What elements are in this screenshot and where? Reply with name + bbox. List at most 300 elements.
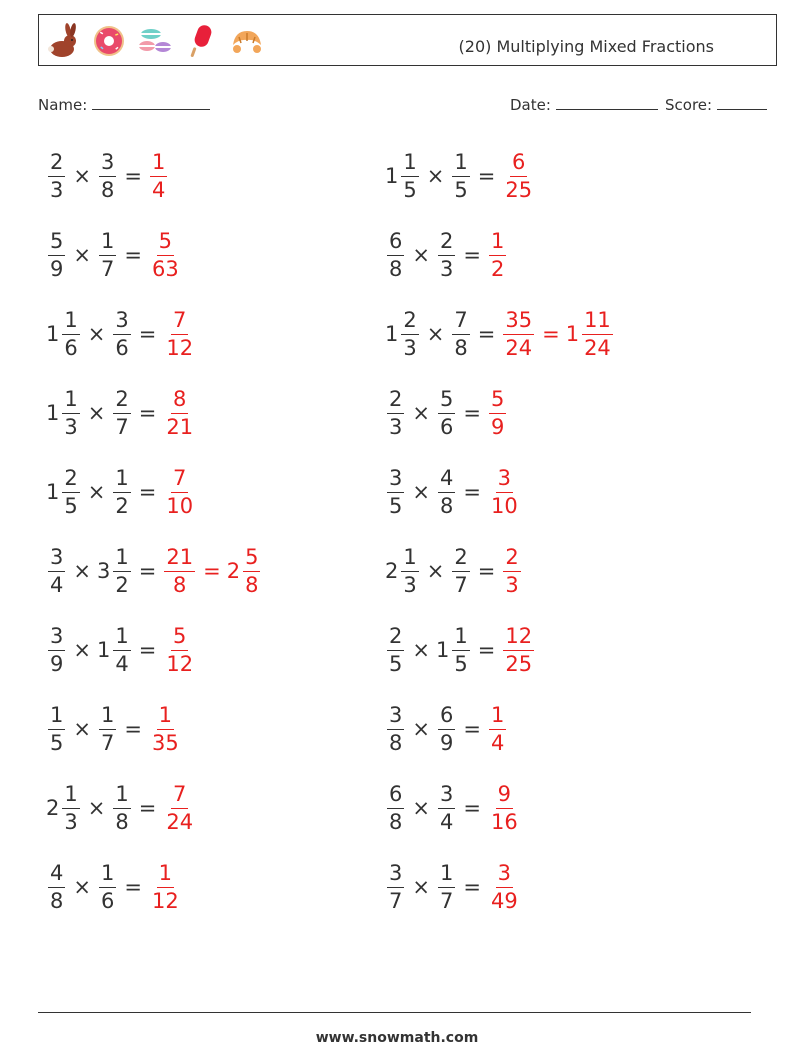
numerator: 1 [157,705,174,730]
problem-item [385,462,522,522]
numerator: 4 [48,863,65,888]
denominator: 5 [403,177,417,202]
numerator: 1 [489,231,506,256]
denominator: 4 [115,651,129,676]
answer [487,228,508,281]
factor-b [96,544,133,597]
denominator: 10 [490,493,518,518]
fraction [401,544,418,597]
answer-fraction [148,149,169,202]
factor-a [385,149,421,202]
whole-number: 1 [46,322,60,346]
fraction [113,544,130,597]
whole-number: 1 [385,322,399,346]
problem-item [385,383,508,443]
numerator: 7 [452,310,469,335]
equals-sign: = [124,875,142,899]
equals-sign: = [542,322,560,346]
numerator: 5 [243,547,260,572]
times-sign: × [73,559,91,583]
problem-item [46,541,262,601]
fraction [387,702,404,755]
fraction [99,149,116,202]
factor-a [46,702,67,755]
denominator: 10 [166,493,194,518]
denominator: 7 [115,414,129,439]
answer [148,702,183,755]
rabbit-icon [45,23,81,59]
fraction [582,307,613,360]
answer-fraction [162,623,197,676]
score-blank[interactable] [717,94,767,110]
numerator: 2 [401,310,418,335]
fraction [48,860,65,913]
answer [487,386,508,439]
fraction [503,623,534,676]
whole-number: 1 [46,401,60,425]
denominator: 8 [389,809,403,834]
numerator: 6 [438,705,455,730]
denominator: 9 [50,256,64,281]
fraction [452,307,469,360]
popsicle-icon [183,23,219,59]
numerator: 6 [387,784,404,809]
answer [487,702,508,755]
factor-b [111,781,132,834]
numerator: 1 [452,152,469,177]
fraction [113,781,130,834]
numerator: 2 [452,547,469,572]
answer [162,307,197,360]
worksheet-title: (20) Multiplying Mixed Fractions [458,37,714,56]
numerator: 2 [438,231,455,256]
numerator: 1 [62,310,79,335]
equals-sign: = [124,164,142,188]
numerator: 1 [113,626,130,651]
answer [487,781,522,834]
fraction [489,386,506,439]
denominator: 3 [389,414,403,439]
fraction [438,386,455,439]
answer [162,623,197,676]
worksheet-header [38,14,777,66]
denominator: 35 [151,730,179,755]
answer [501,623,536,676]
fraction [489,465,520,518]
name-blank[interactable] [92,94,210,110]
denominator: 21 [166,414,194,439]
problem-item [385,699,508,759]
answer-fraction [148,702,183,755]
equals-sign: = [477,164,496,188]
answer-fraction [487,860,522,913]
fraction [62,386,79,439]
problem-item [46,857,183,917]
numerator: 8 [171,389,188,414]
factor-a [385,307,421,360]
fraction [99,860,116,913]
times-sign: × [73,875,91,899]
denominator: 5 [389,651,403,676]
numerator: 1 [99,863,116,888]
answer-fraction [148,228,183,281]
numerator: 1 [113,468,130,493]
problem-item [385,225,508,285]
numerator: 1 [62,389,79,414]
answer-mixed [226,544,263,597]
answer-fraction [487,702,508,755]
answer-fraction [162,465,197,518]
fraction [438,465,455,518]
fraction [503,544,520,597]
answer [487,860,522,913]
fraction [164,781,195,834]
numerator: 7 [171,784,188,809]
factor-b [436,386,457,439]
factor-a [385,544,421,597]
numerator: 3 [496,468,513,493]
answer-fraction [501,149,536,202]
numerator: 6 [387,231,404,256]
denominator: 25 [505,177,533,202]
answer [162,544,262,597]
denominator: 49 [490,888,518,913]
answer-fraction [501,544,522,597]
fraction [164,307,195,360]
whole-number: 1 [385,164,399,188]
times-sign: × [73,638,91,662]
times-sign: × [412,875,430,899]
factor-a [385,465,406,518]
answer-fraction [162,781,197,834]
denominator: 12 [166,651,194,676]
times-sign: × [426,164,445,188]
factor-b [436,702,457,755]
denominator: 5 [454,651,468,676]
fraction [438,702,455,755]
numerator: 5 [489,389,506,414]
problem-item [46,146,169,206]
problem-item [46,620,197,680]
denominator: 3 [505,572,519,597]
answer-fraction [148,860,183,913]
problem-item [385,620,536,680]
fraction [48,544,65,597]
equals-sign: = [463,875,481,899]
denominator: 8 [439,493,454,518]
problem-item [46,225,183,285]
answer-fraction [487,781,522,834]
fraction [387,860,404,913]
fraction [150,860,181,913]
denominator: 5 [454,177,468,202]
fraction [62,781,79,834]
denominator: 7 [100,256,115,281]
times-sign: × [73,164,91,188]
denominator: 5 [50,730,64,755]
fraction [387,781,404,834]
fraction [48,702,65,755]
denominator: 2 [115,572,129,597]
factor-a [46,781,82,834]
fraction [489,781,520,834]
numerator: 9 [496,784,513,809]
numerator: 3 [387,863,404,888]
fraction [438,860,455,913]
answer [162,465,197,518]
numerator: 2 [62,468,79,493]
answer-fraction [487,386,508,439]
denominator: 4 [151,177,166,202]
fraction [243,544,260,597]
denominator: 9 [439,730,454,755]
numerator: 3 [387,468,404,493]
factor-a [46,307,82,360]
problem-item [385,146,536,206]
denominator: 2 [490,256,505,281]
factor-a [385,860,406,913]
denominator: 24 [584,335,611,360]
denominator: 6 [439,414,454,439]
equals-sign: = [138,480,157,504]
denominator: 12 [151,888,179,913]
answer-fraction [487,228,508,281]
denominator: 3 [64,414,78,439]
whole-number: 3 [96,559,111,583]
equals-sign: = [124,243,142,267]
numerator: 1 [150,152,167,177]
problem-item [46,699,183,759]
numerator: 3 [387,705,404,730]
fraction [113,465,130,518]
denominator: 8 [100,177,115,202]
numerator: 4 [438,468,455,493]
factor-b [96,623,133,676]
numerator: 3 [438,784,455,809]
factor-b [97,228,118,281]
fraction [387,386,404,439]
denominator: 7 [454,572,468,597]
problem-item [46,778,197,838]
fraction [452,149,469,202]
numerator: 1 [401,152,418,177]
factor-b [97,149,118,202]
fraction [164,623,195,676]
numerator: 3 [99,152,116,177]
factor-b [97,702,118,755]
factor-a [46,228,67,281]
denominator: 8 [389,256,403,281]
denominator: 3 [64,809,78,834]
answer-fraction [487,465,522,518]
denominator: 7 [389,888,403,913]
fraction [113,623,130,676]
equals-sign: = [463,717,481,741]
times-sign: × [412,243,430,267]
denominator: 9 [490,414,505,439]
times-sign: × [426,322,445,346]
denominator: 9 [50,651,64,676]
numerator: 1 [452,626,469,651]
answer [162,386,197,439]
name-label: Name: [38,96,88,114]
factor-b [436,465,457,518]
answer [501,544,522,597]
macarons-icon [137,23,173,59]
factor-b [450,544,471,597]
numerator: 35 [503,310,534,335]
factor-a [385,228,406,281]
factor-b [450,149,471,202]
fraction [438,781,455,834]
fraction [113,386,130,439]
numerator: 1 [62,784,79,809]
denominator: 3 [403,572,417,597]
factor-b [436,781,457,834]
denominator: 5 [389,493,403,518]
numerator: 21 [164,547,195,572]
fraction [438,228,455,281]
denominator: 63 [151,256,179,281]
fraction [401,307,418,360]
numerator: 1 [99,705,116,730]
equals-sign: = [477,322,496,346]
donut-icon [91,23,127,59]
fraction [62,307,79,360]
times-sign: × [412,401,430,425]
problem-item [46,383,197,443]
fraction [503,307,534,360]
denominator: 4 [439,809,454,834]
factor-b [97,860,118,913]
fraction [452,544,469,597]
whole-number: 1 [46,480,60,504]
factor-a [385,623,406,676]
denominator: 24 [166,809,194,834]
answer [148,228,183,281]
times-sign: × [87,401,106,425]
times-sign: × [426,559,445,583]
date-blank[interactable] [556,94,658,110]
croissant-icon [229,23,265,59]
denominator: 7 [439,888,454,913]
equals-sign: = [477,638,496,662]
fraction [113,307,130,360]
answer [148,860,183,913]
fraction [452,623,469,676]
numerator: 3 [48,626,65,651]
denominator: 8 [50,888,64,913]
numerator: 1 [48,705,65,730]
fraction [164,465,195,518]
fraction [387,465,404,518]
fraction [48,623,65,676]
denominator: 6 [115,335,129,360]
answer [487,465,522,518]
whole-number: 1 [565,322,580,346]
equals-sign: = [138,401,157,425]
numerator: 3 [113,310,130,335]
fraction [401,149,418,202]
fraction [150,149,167,202]
whole-number: 2 [385,559,399,583]
problem-item [46,304,197,364]
denominator: 8 [245,572,259,597]
score-label: Score: [665,96,713,114]
times-sign: × [412,638,430,662]
denominator: 6 [100,888,115,913]
whole-number: 2 [226,559,241,583]
numerator: 2 [387,389,404,414]
numerator: 11 [582,310,613,335]
factor-a [46,386,82,439]
numerator: 3 [496,863,513,888]
numerator: 5 [438,389,455,414]
fraction [489,228,506,281]
numerator: 1 [489,705,506,730]
numerator: 1 [113,547,130,572]
denominator: 16 [490,809,518,834]
fraction [387,623,404,676]
factor-b [111,307,132,360]
times-sign: × [87,480,106,504]
name-field [38,94,210,114]
answer [148,149,169,202]
denominator: 3 [50,177,64,202]
fraction [62,465,79,518]
fraction [48,149,65,202]
numerator: 5 [48,231,65,256]
fraction [489,860,520,913]
equals-sign: = [463,480,481,504]
denominator: 8 [389,730,403,755]
answer [162,781,197,834]
equals-sign: = [124,717,142,741]
whole-number: 1 [96,638,111,662]
factor-b [450,307,471,360]
numerator: 1 [157,863,174,888]
times-sign: × [412,480,430,504]
answer-mixed [565,307,615,360]
fraction [164,386,195,439]
factor-a [46,544,67,597]
numerator: 1 [113,784,130,809]
numerator: 1 [401,547,418,572]
numerator: 2 [503,547,520,572]
factor-a [385,781,406,834]
factor-a [46,623,67,676]
fraction [489,702,506,755]
factor-b [436,228,457,281]
answer [501,149,536,202]
numerator: 3 [48,547,65,572]
fraction [503,149,534,202]
equals-sign: = [138,559,157,583]
numerator: 6 [510,152,527,177]
answer [501,307,614,360]
factor-b [436,860,457,913]
problem-item [46,462,197,522]
numerator: 2 [113,389,130,414]
factor-b [435,623,472,676]
denominator: 12 [166,335,194,360]
fraction [150,228,181,281]
denominator: 7 [100,730,115,755]
numerator: 1 [99,231,116,256]
numerator: 12 [503,626,534,651]
fraction [150,702,181,755]
fraction [48,228,65,281]
